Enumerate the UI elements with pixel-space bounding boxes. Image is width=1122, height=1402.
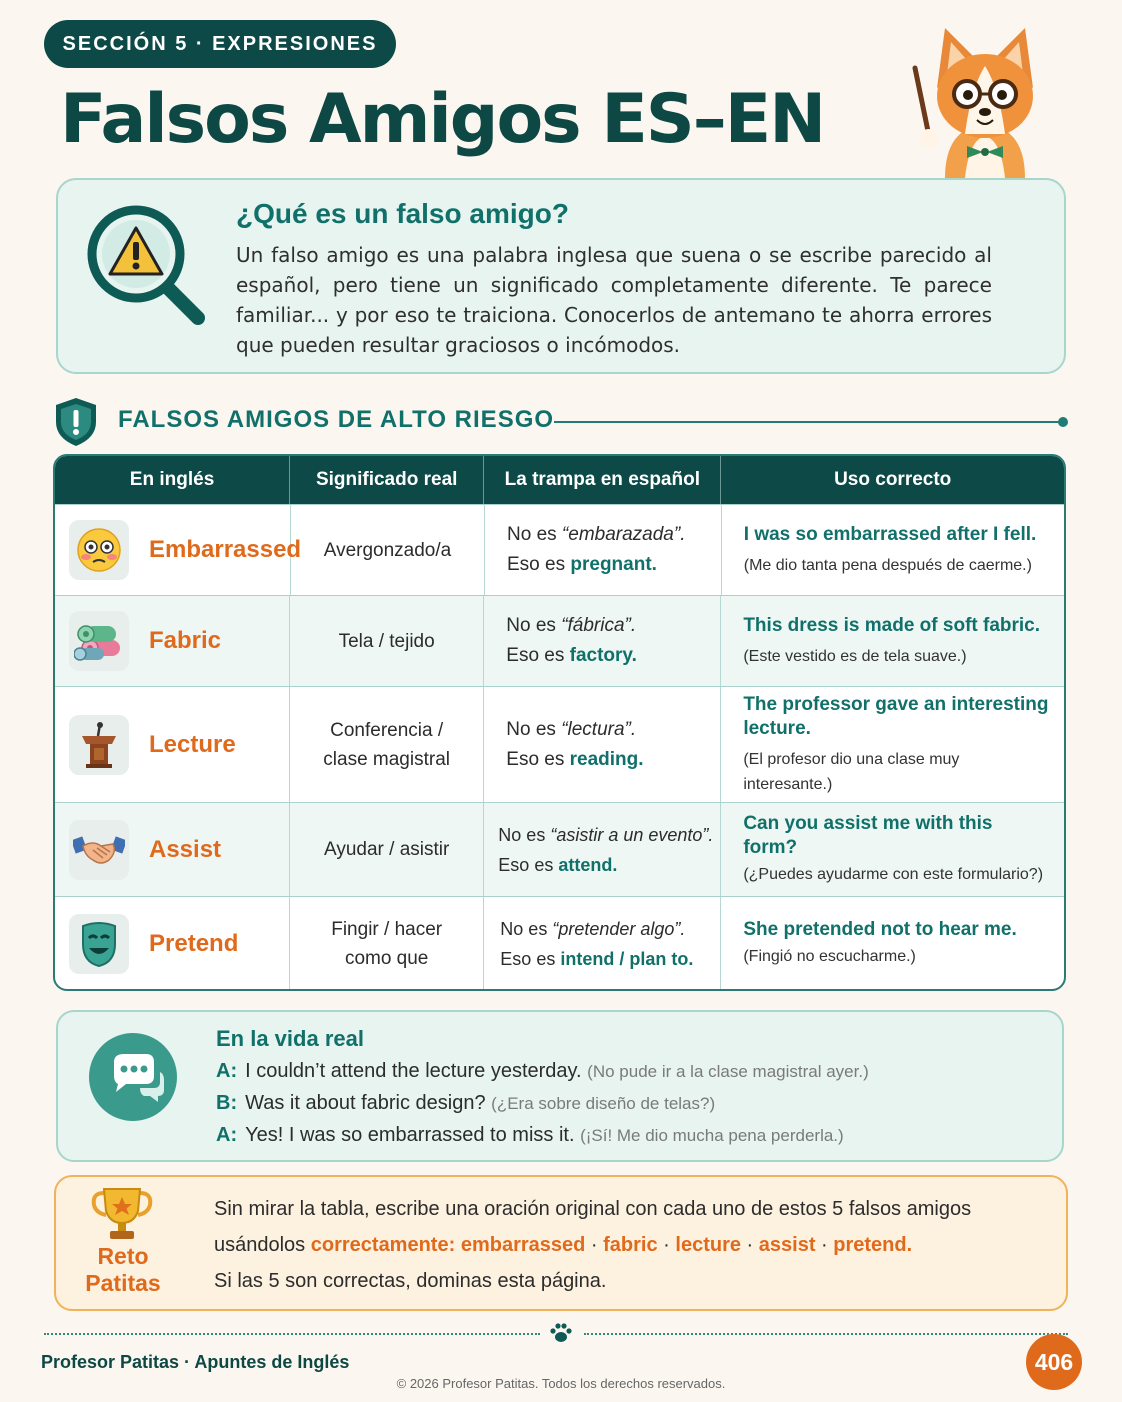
example-cell [721,897,1064,990]
column-header: Significado real [290,456,484,504]
trap-cell [484,803,721,896]
dialog-translation: (¡Sí! Me dio mucha pena perderla.) [580,1126,844,1145]
challenge-text [214,1191,1044,1299]
false-friends-table [53,454,1066,991]
section-divider [554,421,1062,423]
challenge-label-line: Patitas [85,1270,161,1296]
trap-separator: / [614,948,630,969]
intro-body: Un falso amigo es una palabra inglesa que suena o se escribe parecido al español, pero tiene un significado completamente diferente. Te parece familiar... y por eso te traiciona. Conocerlos de antemano te ahorra errores que pueden resultar graciosos o incómodos. [236,243,992,357]
challenge-card [54,1175,1068,1311]
english-word: Embarrassed [149,536,302,563]
theater-mask-icon [69,914,129,974]
example-es: (Fingió no escucharme.) [743,948,916,965]
dialog-en: Yes! I was so embarrassed to miss it. [245,1124,575,1146]
example-cell [722,505,1064,595]
example-es: (Este vestido es de tela suave.) [743,647,967,665]
trap-answer: pregnant. [570,554,657,575]
word-cell [55,505,302,595]
column-header: La trampa en español [484,456,721,504]
example-es: (Me dio tanta pena después de caerme.) [743,556,1032,574]
trap-word: “asistir a un evento”. [550,824,714,845]
dialog-translation: (No pude ir a la clase magistral ayer.) [587,1062,869,1081]
challenge-text-2: Si las 5 son correctas, dominas esta página. [214,1270,607,1292]
flushed-face-icon [69,520,129,580]
trap-word: “embarazada”. [561,524,686,545]
dialog-en: I couldn’t attend the lecture yesterday. [245,1060,582,1082]
dialog-line [216,1060,869,1083]
handshake-icon [69,820,129,880]
meaning-cell [291,505,485,595]
section-title: FALSOS AMIGOS DE ALTO RIESGO [118,406,555,433]
trap-is-prefix: Eso es [506,645,565,666]
trap-answer: plan to. [629,948,694,969]
english-word: Lecture [149,730,236,758]
section-header [52,396,1072,448]
table-row [55,802,1064,896]
trap-is-prefix: Eso es [507,554,566,575]
trap-cell [484,687,721,802]
trap-word: “lectura”. [561,718,637,740]
example-en: Can you assist me with this form? [743,813,993,858]
dialog-line [216,1124,844,1147]
corgi-professor-mascot-icon [905,18,1065,178]
speaker-label: A: [216,1124,238,1146]
trap-answer: attend. [558,854,618,875]
english-word: Pretend [149,929,239,957]
challenge-word: embarrassed [460,1234,586,1256]
challenge-word: lecture [675,1234,741,1256]
trap-prefix: No es [507,524,557,545]
example-en: The professor gave an interesting lecture. [743,693,1049,739]
trap-prefix: No es [506,718,556,740]
word-cell [55,596,290,686]
challenge-text-1: Sin mirar la tabla, escribe una oración original con cada uno de estos 5 falsos amigos usándolos [214,1198,972,1256]
word-cell [55,897,290,990]
real-life-dialog-card [56,1010,1064,1162]
trap-is-prefix: Eso es [498,854,554,875]
trap-prefix: No es [498,824,546,845]
meaning-cell [290,596,484,686]
footer-divider [584,1333,1068,1335]
word-cell [55,687,290,802]
trap-word: “fábrica”. [561,615,637,636]
trap-cell [484,596,721,686]
table-row [55,896,1064,990]
challenge-label [76,1243,170,1297]
example-en: She pretended not to hear me. [743,919,1017,940]
speaker-label: A: [216,1060,238,1082]
trap-prefix: No es [500,918,548,939]
meaning-cell [290,897,484,990]
section-label: SECCIÓN 5 · EXPRESIONES [44,20,396,68]
trap-word: “pretender algo”. [552,918,686,939]
trap-answer: reading. [569,748,644,770]
shield-warning-icon [52,396,100,448]
lectern-icon [69,715,129,775]
column-header: Uso correcto [834,469,952,490]
section-divider-dot [1058,417,1068,427]
example-cell [721,687,1064,802]
meaning-text: clase magistral [323,748,450,770]
footer-divider [44,1333,540,1335]
dialog-heading: En la vida real [216,1026,364,1051]
footer-brand: Profesor Patitas · Apuntes de Inglés [41,1352,350,1372]
example-cell [721,803,1064,896]
challenge-label-line: Reto [97,1243,149,1269]
meaning-cell [290,803,484,896]
speaker-label: B: [216,1092,238,1114]
example-en: I was so embarrassed after I fell. [743,523,1037,545]
chat-bubbles-icon [88,1032,178,1122]
trap-is-prefix: Eso es [506,748,565,770]
trap-cell [484,897,721,990]
meaning-text: Tela / tejido [338,630,435,652]
meaning-text: Avergonzado/a [323,539,452,561]
challenge-highlight: correctamente: [310,1234,456,1256]
meaning-text: como que [344,947,429,969]
table-header [55,456,1064,504]
dialog-translation: (¿Era sobre diseño de telas?) [491,1094,716,1113]
word-cell [55,803,290,896]
meaning-text: Conferencia / [330,719,444,741]
trap-answer: factory. [569,645,637,666]
trap-prefix: No es [506,615,556,636]
challenge-word: pretend. [833,1234,913,1256]
intro-card [56,178,1066,374]
footer-copyright: © 2026 Profesor Patitas. Todos los derechos reservados. [396,1376,726,1391]
meaning-text: Fingir / hacer [331,918,443,940]
example-en: This dress is made of soft fabric. [743,614,1041,636]
table-row [55,686,1064,802]
word-separator: · [585,1234,604,1256]
table-row [55,595,1064,686]
trap-cell [485,505,722,595]
example-es: (¿Puedes ayudarme con este formulario?) [743,866,1044,883]
page-title: Falsos Amigos ES–EN [60,80,825,159]
intro-heading: ¿Qué es un falso amigo? [236,198,569,229]
english-word: Fabric [149,627,222,654]
table-row [55,504,1064,595]
trap-answer: intend [560,948,615,969]
meaning-text: Ayudar / asistir [324,839,450,860]
page-number-badge: 406 [1026,1334,1082,1390]
column-header: En inglés [55,456,290,504]
english-word: Assist [149,835,222,863]
trap-is-prefix: Eso es [500,948,556,969]
word-separator: · [740,1234,759,1256]
magnifier-warning-icon [82,200,212,330]
challenge-word: assist [758,1234,816,1256]
challenge-word: fabric [603,1234,658,1256]
meaning-cell [290,687,484,802]
example-cell [721,596,1064,686]
dialog-line [216,1092,715,1115]
trophy-icon [90,1187,154,1243]
word-separator: · [657,1234,676,1256]
word-separator: · [815,1234,834,1256]
fabric-rolls-icon [69,611,129,671]
paw-icon [549,1322,573,1344]
dialog-en: Was it about fabric design? [245,1092,486,1114]
example-es: (El profesor dio una clase muy interesante.) [743,750,960,793]
